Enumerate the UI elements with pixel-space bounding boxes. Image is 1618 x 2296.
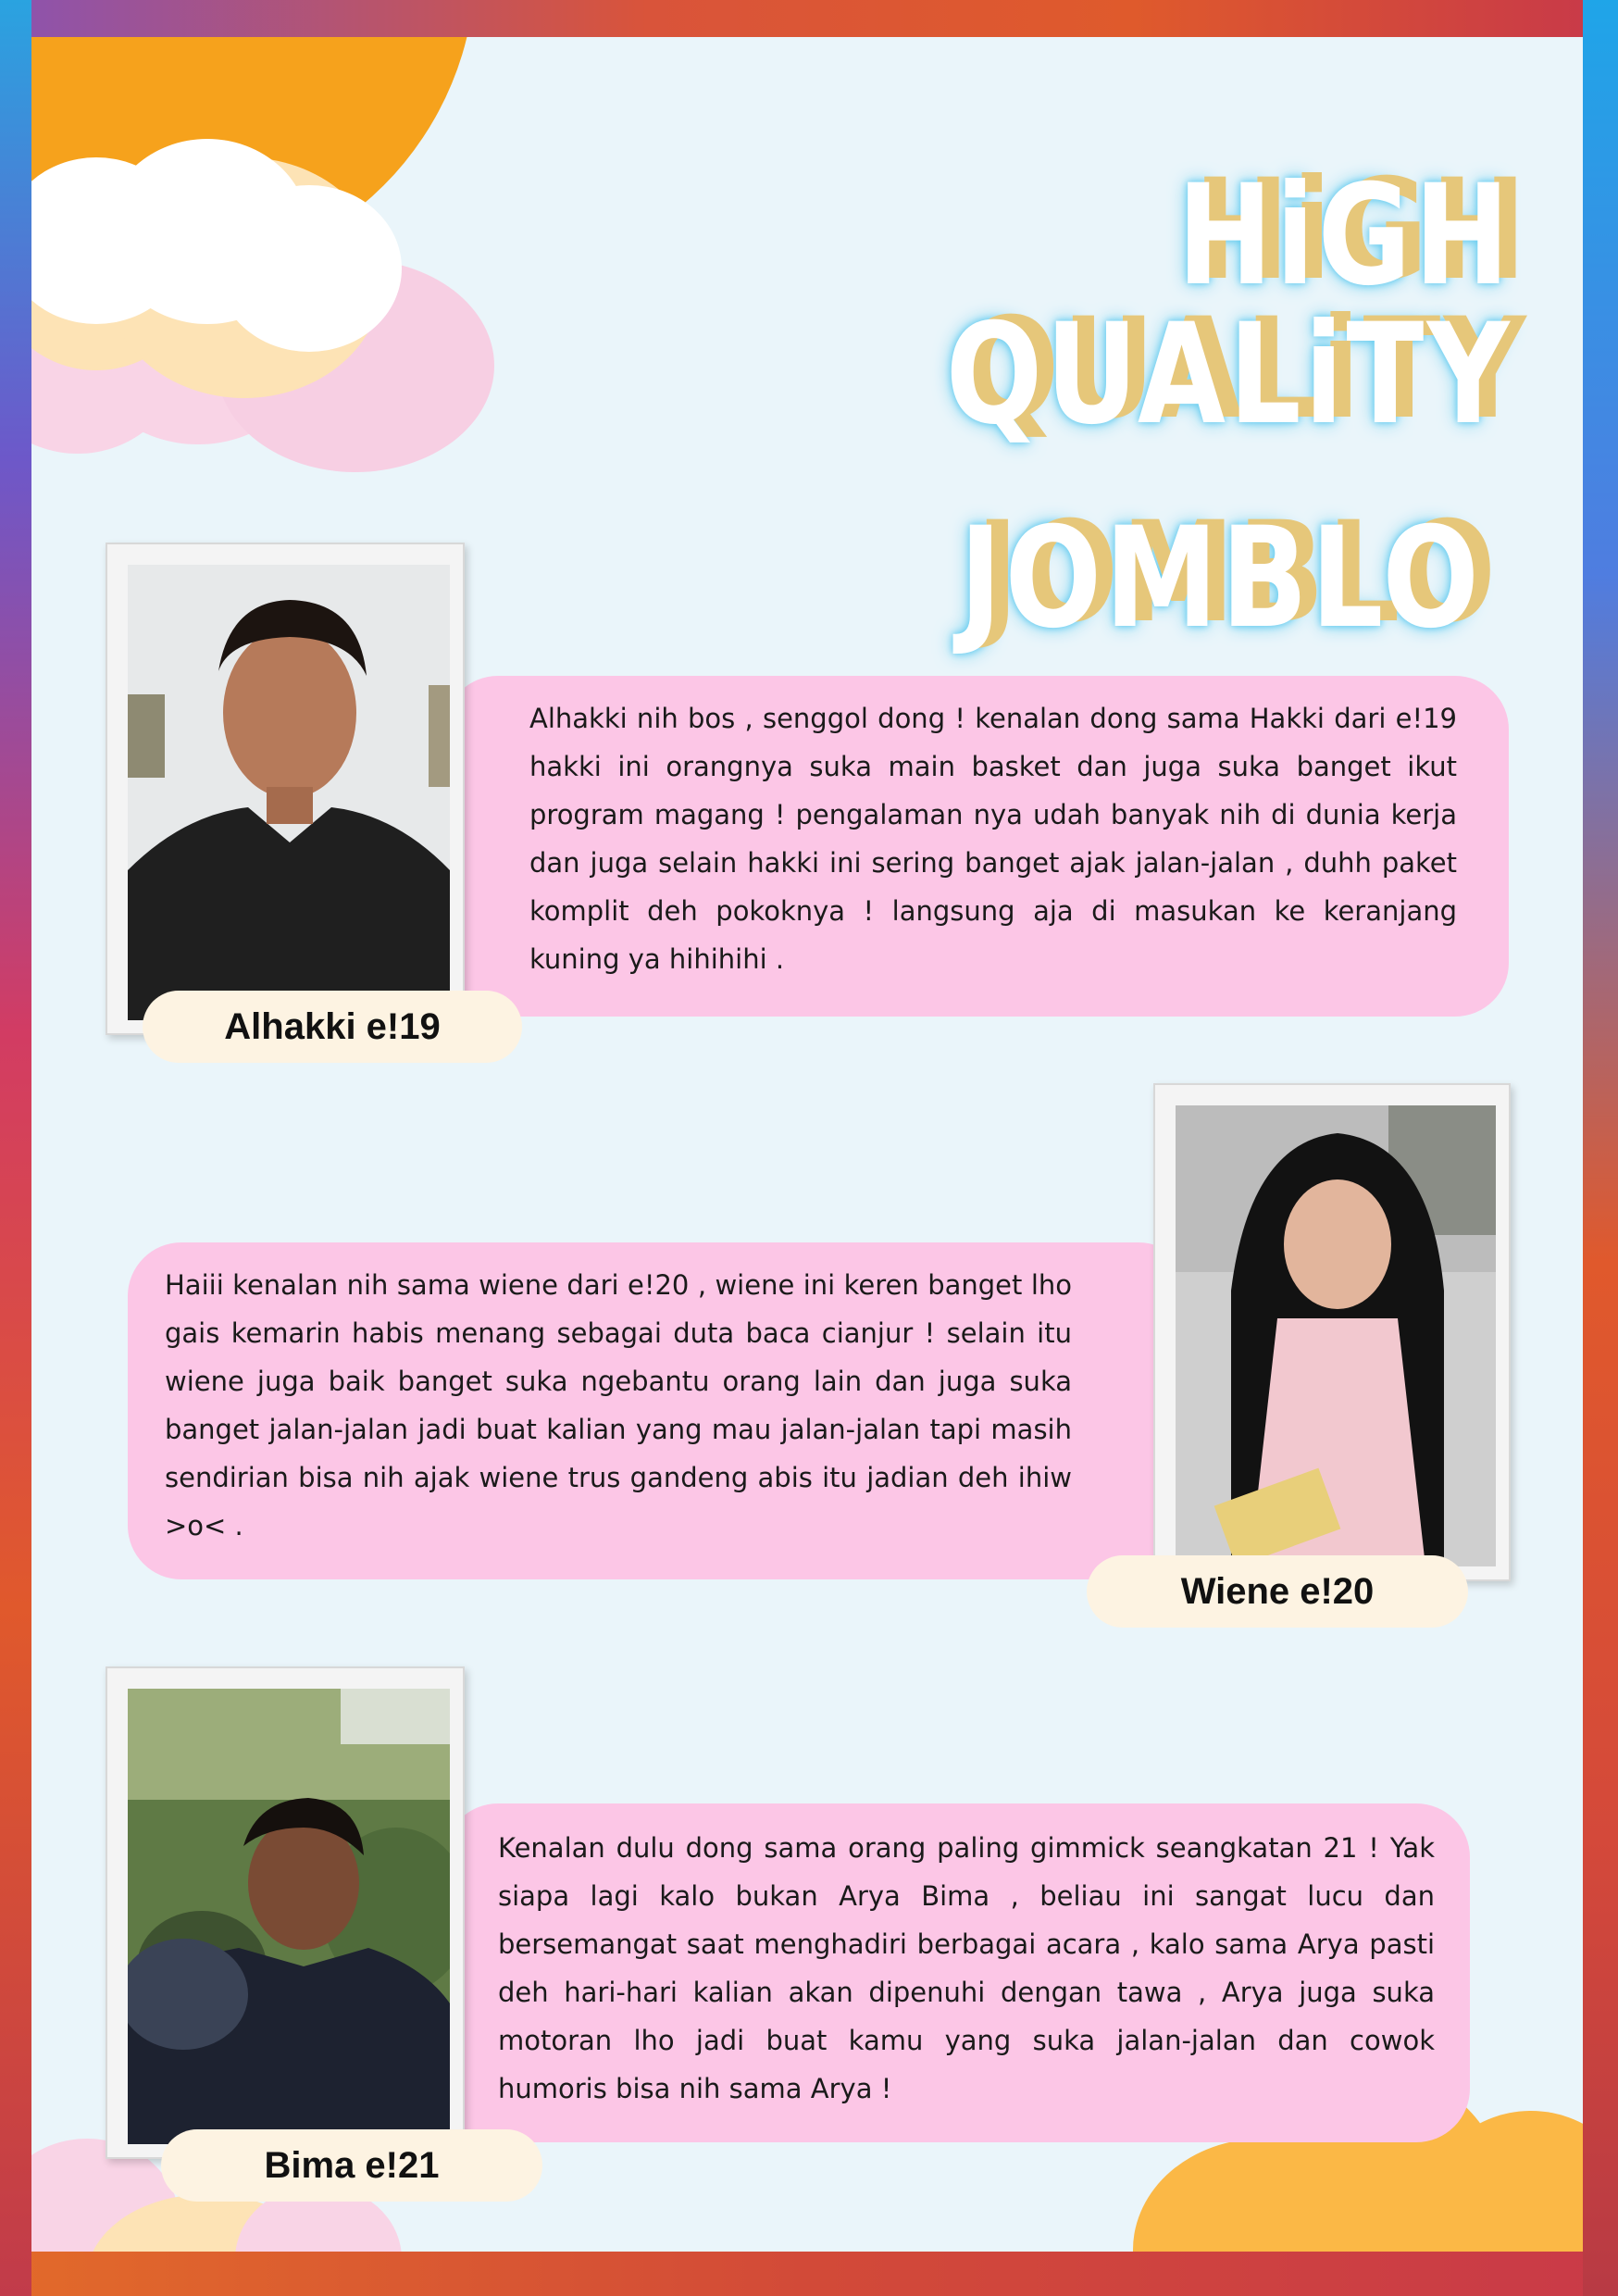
name-tag-2 bbox=[1087, 1555, 1468, 1628]
bio-text-1: Alhakki nih bos , senggol dong ! kenalan dong sama Hakki dari e!19 hakki ini orangnya suka main basket dan juga suka banget ikut program magang ! pengalaman nya udah banyak nih di dunia kerja dan juga selain hakki ini sering banget ajak jalan-jalan , duhh paket komplit deh pokoknya ! langsung aja di masukan ke keranjang kuning ya hihihihi . bbox=[529, 703, 1457, 975]
border-bottom bbox=[0, 2252, 1618, 2296]
name-label-3: Bima e!21 bbox=[264, 2145, 440, 2186]
border-left bbox=[0, 0, 31, 2296]
name-label-1: Alhakki e!19 bbox=[224, 1006, 441, 1047]
title-line-2: JOMBLO bbox=[959, 498, 1483, 659]
name-tag-3 bbox=[161, 2129, 542, 2202]
poster-title bbox=[679, 156, 1512, 659]
bio-text-3: Kenalan dulu dong sama orang paling gimmick seangkatan 21 ! Yak siapa lagi kalo bukan Arya Bima , beliau ini sangat lucu dan bersemangat saat menghadiri berbagai acara , kalo sama Arya pasti deh hari-hari kalian akan dipenuhi dengan tawa , Arya juga suka motoran lho jadi buat kamu yang suka jalan-jalan dan cowok humoris bisa nih sama Arya ! bbox=[498, 1832, 1435, 2104]
profile-photo-1 bbox=[106, 543, 465, 1035]
border-right bbox=[1583, 0, 1618, 2296]
photo-2-image bbox=[1176, 1105, 1496, 1566]
name-label-2: Wiene e!20 bbox=[1180, 1571, 1375, 1612]
poster-canvas bbox=[31, 37, 1583, 2252]
bio-text-2: Haiii kenalan nih sama wiene dari e!20 , wiene ini keren banget lho gais kemarin habis menang sebagai duta baca cianjur ! selain itu wiene juga baik banget suka ngebantu orang lain dan juga suka banget jalan-jalan jadi buat kalian yang mau jalan-jalan tapi masih sendirian bisa nih ajak wiene trus gandeng abis itu jadian deh ihiw >o< . bbox=[165, 1269, 1072, 1541]
photo-3-image bbox=[128, 1689, 450, 2144]
bio-bubble-3 bbox=[444, 1803, 1470, 2142]
title-line-1: HiGH QUALiTY bbox=[945, 156, 1512, 455]
name-tag-1 bbox=[143, 991, 522, 1063]
bio-bubble-1 bbox=[444, 676, 1509, 1017]
border-top bbox=[0, 0, 1618, 37]
photo-1-image bbox=[128, 565, 450, 1020]
bio-bubble-2 bbox=[128, 1242, 1192, 1579]
profile-photo-3 bbox=[106, 1666, 465, 2159]
profile-photo-2 bbox=[1153, 1083, 1511, 1581]
